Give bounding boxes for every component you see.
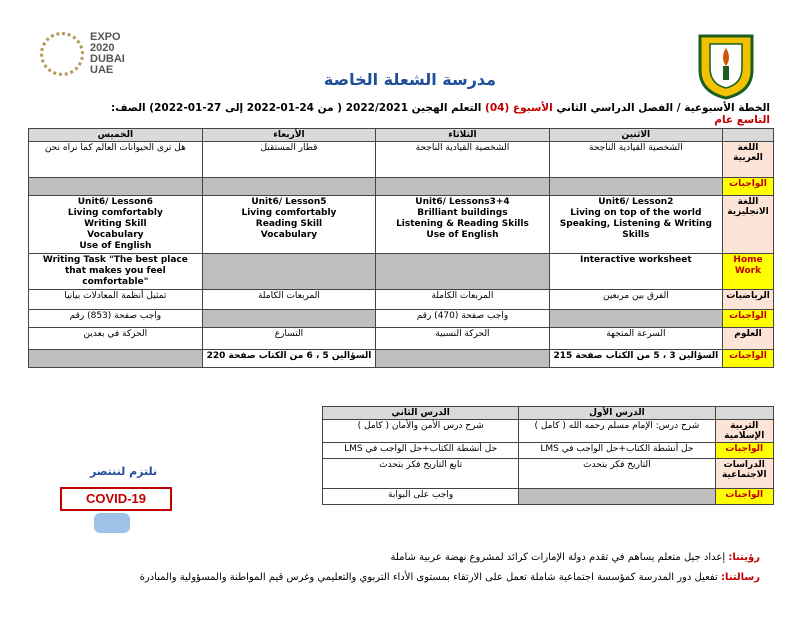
subject-arabic: اللغة العربية [723,142,774,178]
corner-cell [723,129,774,142]
vision-text: إعداد جيل متعلم يساهم في تقدم دولة الإمارات كرائد لمشروع نهضة عربية شاملة [390,552,726,563]
school-name-title: مدرسة الشعلة الخاصة [323,70,497,89]
english-lesson-tuesday: Unit6/ Lessons3+4 Brilliant buildings Listening & Reading Skills Use of English [376,196,549,254]
lessons-header-row [323,407,774,420]
social-homework-label: الواجبات [715,489,773,505]
school-crest-icon [690,30,762,102]
arabic-lesson-tuesday: الشخصية القيادية الناجحة [376,142,549,178]
subject-english: اللغة الانجليزية [723,196,774,254]
arabic-hw-cell [29,178,203,196]
mission-text: تفعيل دور المدرسة كمؤسسة اجتماعية شاملة تعمل على الارتقاء بمستوى الأداء التربوي والتعليمي وغرس قيم المواطنة والمسؤولية والمبادرة [139,572,718,583]
social-lesson-1: التاريخ فكر بتحدث [519,459,715,489]
subject-islamic: التربية الإسلامية [715,420,773,443]
islamic-lesson-2: شرح درس الأمن والأمان ( كامل ) [323,420,519,443]
english-lesson-wednesday: Unit6/ Lesson5 Living comfortably Reading Skill Vocabulary [202,196,376,254]
math-hw-tuesday: واجب صفحة (470) رقم [376,310,549,328]
subject-math: الرياضيات [723,290,774,310]
plan-prefix: الخطة الأسبوعية / الفصل الدراسي الثاني [556,102,770,114]
arabic-hw-cell [549,178,722,196]
week-number: الأسبوع (04) [485,102,553,114]
arabic-hw-cell [376,178,549,196]
math-lesson-monday: الفرق بين مربعين [549,290,722,310]
arabic-lessons-row [29,142,774,178]
covid-badge: COVID-19 [60,487,172,511]
days-header-row [29,129,774,142]
mission-statement [60,572,760,583]
grade-value: التاسع عام [714,114,770,126]
science-homework-label: الواجبات [723,350,774,368]
header-second-lesson: الدرس الثاني [323,407,519,420]
science-lesson-thursday: الحركة في بعدين [29,328,203,350]
science-hw-wednesday: السؤالين 5 ، 6 من الكتاب صفحة 220 [202,350,376,368]
math-hw-wednesday [202,310,376,328]
science-homework-row [29,350,774,368]
mission-label: رسالتنا: [720,572,760,583]
math-lesson-tuesday: المربعات الكاملة [376,290,549,310]
social-hw-2: واجب على البوابة [323,489,519,505]
math-hw-thursday: واجب صفحة (853) رقم [29,310,203,328]
math-homework-label: الواجبات [723,310,774,328]
science-lesson-wednesday: التسارع [202,328,376,350]
covid-slogan: نلتزم لننتصر [90,465,158,478]
islamic-lessons-row [323,420,774,443]
english-lesson-thursday: Unit6/ Lesson6 Living comfortably Writing Skill Vocabulary Use of English [29,196,203,254]
face-mask-icon [94,513,130,533]
math-lesson-wednesday: المربعات الكاملة [202,290,376,310]
math-homework-row [29,310,774,328]
vision-label: رؤيتنا: [728,552,760,563]
english-hw-tuesday [376,254,549,290]
arabic-homework-row [29,178,774,196]
english-homework-row [29,254,774,290]
expo-logo-text: EXPO 2020 DUBAI UAE [90,31,125,76]
arabic-homework-label: الواجبات [723,178,774,196]
social-homework-row [323,489,774,505]
day-header-thursday: الخميس [29,129,203,142]
day-header-tuesday: الثلاثاء [376,129,549,142]
english-hw-monday: Interactive worksheet [549,254,722,290]
english-hw-thursday: Writing Task "The best place that makes you feel comfortable" [29,254,203,290]
science-lesson-monday: السرعة المتجهة [549,328,722,350]
math-lessons-row [29,290,774,310]
social-lessons-row [323,459,774,489]
arabic-hw-cell [202,178,376,196]
school-crest-logo [690,30,762,102]
science-hw-monday: السؤالين 3 ، 5 من الكتاب صفحة 215 [549,350,722,368]
english-lesson-monday: Unit6/ Lesson2 Living on top of the world Speaking, Listening & Writing Skills [549,196,722,254]
islamic-lesson-1: شرح درس: الإمام مسلم رحمه الله ( كامل ) [519,420,715,443]
arabic-lesson-monday: الشخصية القيادية الناجحة [549,142,722,178]
islamic-homework-row [323,443,774,459]
header-first-lesson: الدرس الأول [519,407,715,420]
covid-awareness-block [60,465,180,545]
day-header-wednesday: الأربعاء [202,129,376,142]
science-lesson-tuesday: الحركة النسبية [376,328,549,350]
plan-period: التعلم الهجين 2022/2021 ( من 24-01-2022 إلى 27-01-2022) [149,102,482,114]
weekly-plan-header [80,102,770,126]
science-hw-tuesday [376,350,549,368]
vision-statement [60,552,760,563]
islamic-hw-1: حل أنشطة الكتاب+حل الواجب في LMS [519,443,715,459]
subject-science: العلوم [723,328,774,350]
expo-emblem-icon [40,32,84,76]
math-hw-monday [549,310,722,328]
weekly-plan-table [28,128,774,368]
arabic-lesson-thursday: هل ترى الحيوانات العالم كما نراه نحن [29,142,203,178]
corner-cell [715,407,773,420]
social-lesson-2: تابع التاريخ فكر بتحدث [323,459,519,489]
science-hw-thursday [29,350,203,368]
english-homework-label: Home Work [723,254,774,290]
math-lesson-thursday: تمثيل أنظمة المعادلات بيانيا [29,290,203,310]
english-lessons-row [29,196,774,254]
islamic-homework-label: الواجبات [715,443,773,459]
science-lessons-row [29,328,774,350]
islamic-hw-2: حل أنشطة الكتاب+حل الواجب في LMS [323,443,519,459]
arabic-lesson-wednesday: قطار المستقبل [202,142,376,178]
social-hw-1 [519,489,715,505]
second-subjects-table [322,406,774,505]
expo-2020-logo [40,30,150,90]
day-header-monday: الاثنين [549,129,722,142]
english-hw-wednesday [202,254,376,290]
subject-social-studies: الدراسات الاجتماعية [715,459,773,489]
grade-label: الصف: [111,102,146,114]
